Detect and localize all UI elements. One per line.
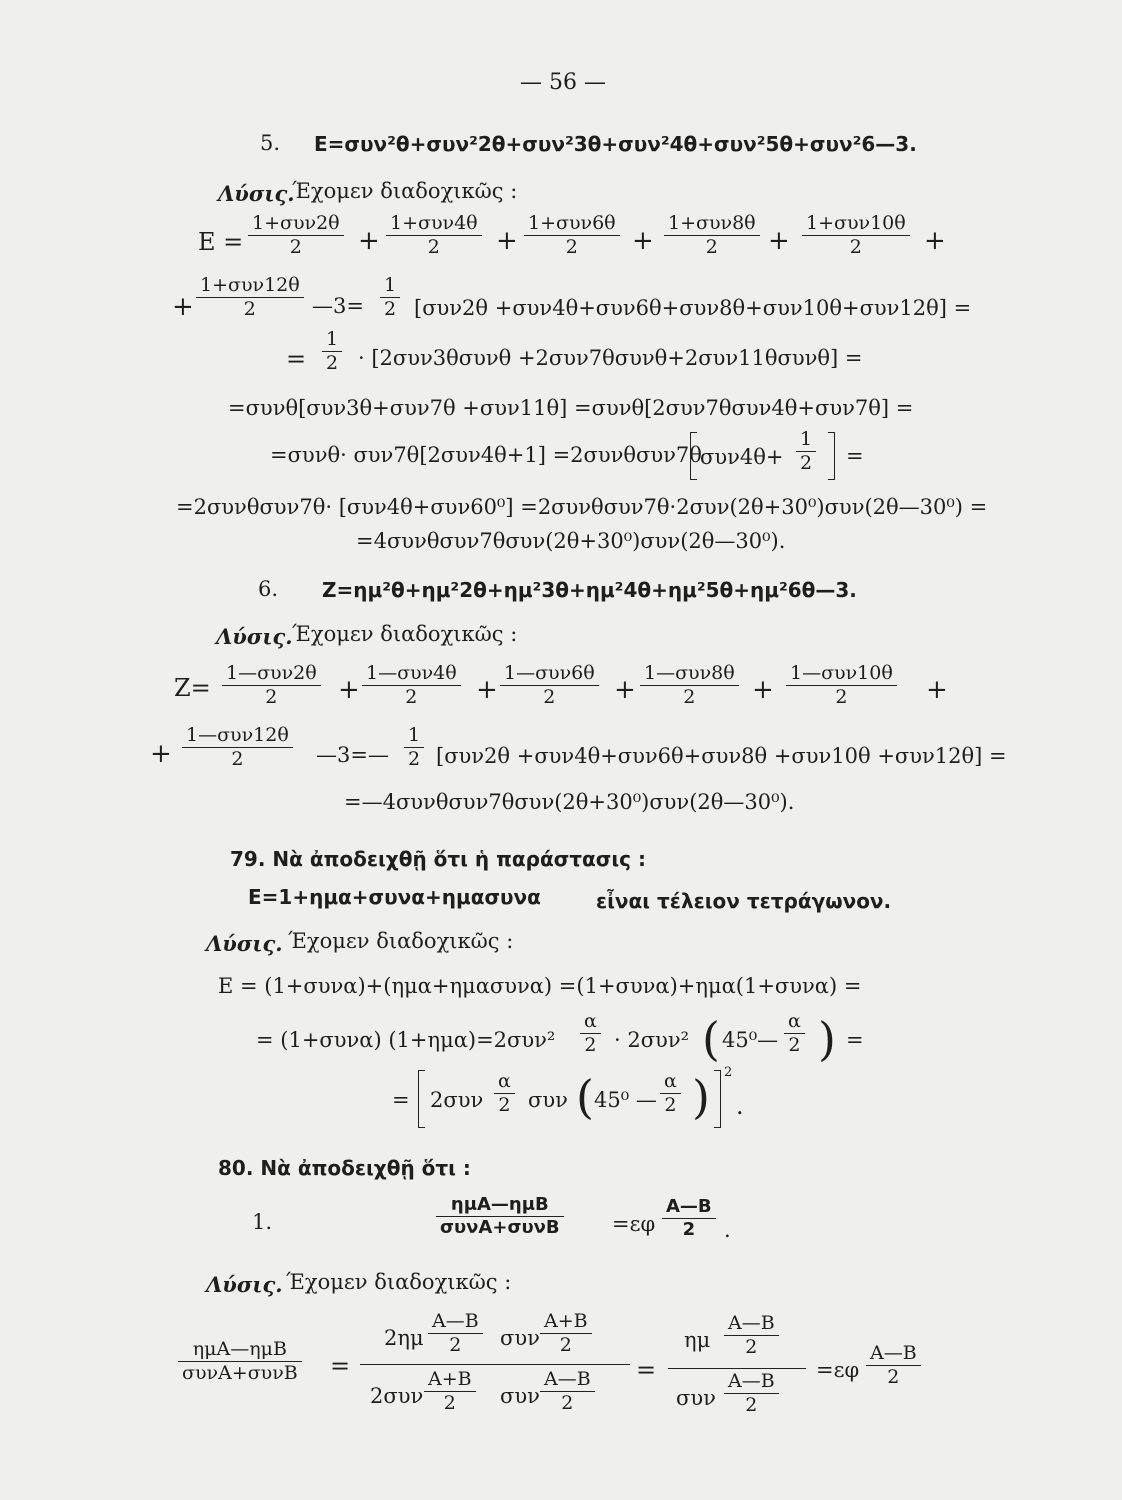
apb-half: Α+Β 2: [424, 1370, 476, 1413]
ex5-l3: · [2συν3θσυνθ +2συν7θσυνθ+2συν11θσυνθ] =: [358, 346, 863, 370]
ex79-l2-mid: · 2συν²: [614, 1028, 689, 1052]
ex6-frac-1: 1—συν2θ 2: [222, 664, 321, 707]
end-dot: .: [724, 1218, 731, 1242]
ex6-frac-4: 1—συν8θ 2: [640, 664, 739, 707]
plus-sign: +: [496, 226, 518, 256]
amb-half: Α—Β 2: [724, 1314, 779, 1357]
ex5-frac-6: 1+συν12θ 2: [196, 276, 304, 319]
syn-text: συν: [676, 1386, 716, 1410]
equals-sign: =: [846, 444, 864, 468]
plus-sign: +: [768, 226, 790, 256]
alpha-half-fraction: α 2: [784, 1012, 805, 1055]
amb-half: Α—Β 2: [428, 1312, 483, 1355]
alpha-half-fraction: α 2: [494, 1072, 515, 1115]
eqef-text: =εφ: [816, 1358, 860, 1382]
ex5-frac-5: 1+συν10θ 2: [802, 214, 910, 257]
ex5-frac-3: 1+συν6θ 2: [524, 214, 620, 257]
amb-half: Α—Β 2: [866, 1344, 921, 1387]
plus-sign: +: [614, 675, 636, 705]
ex79-deg45b: 45⁰ —: [594, 1088, 657, 1112]
ex5-l5-pre: =συνθ· συν7θ[2συν4θ+1] =2συνθσυν7θ: [270, 443, 702, 467]
right-bracket: [828, 432, 835, 480]
ex6-formula: Z=ημ²θ+ημ²2θ+ημ²3θ+ημ²4θ+ημ²5θ+ημ²6θ—3.: [322, 578, 857, 602]
ex79-l1: E = (1+συνα)+(ημα+ημασυνα) =(1+συνα)+ημα(1+συνα) =: [218, 974, 862, 998]
two-syn: 2συν: [370, 1384, 424, 1408]
ex6-lhs: Z=: [174, 674, 211, 702]
plus-sign: +: [924, 226, 946, 256]
ex79-l3-a: 2συν: [430, 1088, 484, 1112]
ex6-l2-tail: —3=—: [316, 743, 389, 767]
syn-text: συν: [500, 1326, 540, 1350]
ex5-lhs: E =: [198, 228, 244, 256]
ex5-formula: E=συν²θ+συν²2θ+συν²3θ+συν²4θ+συν²5θ+συν²6—3.: [314, 132, 917, 156]
ex79-lusis: Λύσις.: [206, 931, 283, 956]
alpha-half-fraction: α 2: [660, 1072, 681, 1115]
plus-sign: +: [358, 226, 380, 256]
equals-sign: =: [286, 345, 307, 373]
hm-text: ημ: [684, 1328, 711, 1352]
equals-sign: =: [846, 1028, 864, 1052]
ex6-l2-bracket: [συν2θ +συν4θ+συν6θ+συν8θ +συν10θ +συν12θ] =: [436, 744, 1007, 768]
ex6-frac-2: 1—συν4θ 2: [362, 664, 461, 707]
square-exponent: 2: [724, 1065, 733, 1080]
main-fraction-bar: [360, 1364, 630, 1365]
left-paren: (: [576, 1070, 594, 1124]
page-number: — 56 —: [520, 70, 606, 95]
ex6-frac-3: 1—συν6θ 2: [500, 664, 599, 707]
equals-sign: =: [636, 1356, 657, 1384]
ex5-frac-2: 1+συν4θ 2: [386, 214, 482, 257]
plus-sign: +: [632, 226, 654, 256]
ex5-l4: =συνθ[συν3θ+συν7θ +συν11θ] =συνθ[2συν7θσυν4θ+συν7θ] =: [228, 396, 914, 420]
amb-half: Α—Β 2: [540, 1370, 595, 1413]
alpha-half-fraction: α 2: [580, 1012, 601, 1055]
right-paren: ): [692, 1070, 710, 1124]
ex80-lhs-fraction: ημΑ—ημΒ συνΑ+συνΒ: [178, 1340, 302, 1383]
ex80-lusis: Λύσις.: [206, 1272, 283, 1297]
ex79-l3-b: συν: [528, 1088, 568, 1112]
left-paren: (: [702, 1012, 720, 1066]
ex79-title: 79. Νὰ ἀποδειχθῇ ὅτι ἡ παράστασις :: [230, 847, 646, 871]
ex6-frac-5: 1—συν10θ 2: [786, 664, 897, 707]
ex79-expr: E=1+ημα+συνα+ημασυνα: [248, 885, 541, 909]
ex5-l7: =4συνθσυν7θσυν(2θ+30⁰)συν(2θ—30⁰).: [356, 529, 786, 553]
plus-sign: +: [172, 292, 194, 322]
ex5-frac-4: 1+συν8θ 2: [664, 214, 760, 257]
right-bracket: [714, 1070, 721, 1128]
plus-sign: +: [150, 739, 172, 769]
half-fraction: 1 2: [404, 726, 424, 769]
ex80-item: 1.: [252, 1210, 273, 1234]
ratio-fraction-bar: [668, 1368, 806, 1369]
ex80-amb-half: Α—Β 2: [662, 1198, 716, 1239]
ex80-intro: Έχομεν διαδοχικῶς :: [286, 1270, 512, 1294]
ex5-frac-1: 1+συν2θ 2: [248, 214, 344, 257]
ex5-intro: Έχομεν διαδοχικῶς :: [292, 179, 518, 203]
plus-sign: +: [926, 675, 948, 705]
equals-sign: =: [392, 1088, 410, 1112]
end-dot: .: [736, 1092, 744, 1120]
two-hm: 2ημ: [384, 1326, 424, 1350]
ex6-intro: Έχομεν διαδοχικῶς :: [292, 622, 518, 646]
ex5-lusis: Λύσις.: [218, 181, 295, 206]
ex80-title: 80. Νὰ ἀποδειχθῇ ὅτι :: [218, 1156, 471, 1180]
ex80-main-fraction: ημΑ—ημΒ συνΑ+συνΒ: [436, 1196, 564, 1237]
ex79-deg45: 45⁰—: [722, 1028, 779, 1052]
ex6-lusis: Λύσις.: [216, 624, 293, 649]
ex6-l3: =—4συνθσυν7θσυν(2θ+30⁰)συν(2θ—30⁰).: [344, 790, 795, 814]
ex5-l2-bracket: [συν2θ +συν4θ+συν6θ+συν8θ+συν10θ+συν12θ] =: [414, 296, 972, 320]
ex79-claim: εἶναι τέλειον τετράγωνον.: [596, 889, 892, 913]
ex5-label: 5.: [260, 131, 281, 155]
ex6-frac-6: 1—συν12θ 2: [182, 726, 293, 769]
equals-sign: =: [330, 1352, 351, 1380]
amb-half: Α—Β 2: [724, 1372, 779, 1415]
left-bracket: [690, 432, 697, 480]
ex79-intro: Έχομεν διαδοχικῶς :: [288, 929, 514, 953]
ex6-label: 6.: [258, 577, 279, 601]
ex79-l2-pre: = (1+συνα) (1+ημα)=2συν²: [256, 1028, 556, 1052]
half-fraction: 1 2: [322, 330, 342, 373]
left-bracket: [418, 1070, 425, 1128]
half-fraction: 1 2: [796, 430, 816, 473]
half-fraction: 1 2: [380, 276, 400, 319]
syn-text: συν: [500, 1384, 540, 1408]
ex5-l5-in: συν4θ+: [700, 445, 784, 469]
right-paren: ): [818, 1012, 836, 1066]
plus-sign: +: [338, 675, 360, 705]
ex80-eqef: =εφ: [612, 1212, 656, 1236]
ex5-l6: =2συνθσυν7θ· [συν4θ+συν60⁰] =2συνθσυν7θ·2συν(2θ+30⁰)συν(2θ—30⁰) =: [176, 495, 988, 519]
plus-sign: +: [752, 675, 774, 705]
plus-sign: +: [476, 675, 498, 705]
ex5-l2-tail: —3=: [312, 294, 364, 318]
apb-half: Α+Β 2: [540, 1312, 592, 1355]
